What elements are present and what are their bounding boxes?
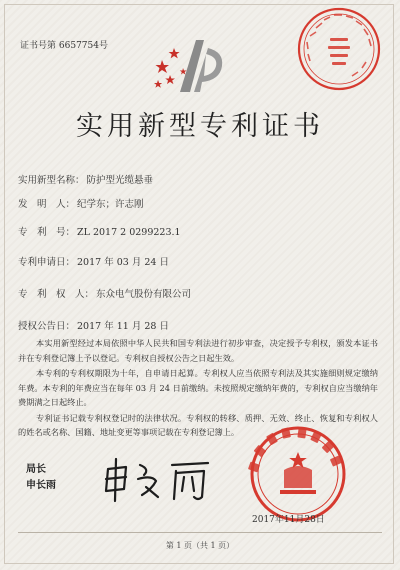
field-patent-number: 专 利 号： ZL 2017 2 0299223.1	[18, 227, 181, 238]
body-paragraph: 专利证书记载专利权登记时的法律状况。专利权的转移、质押、无效、终止、恢复和专利权人的姓名或名称、国籍、地址变更等事项记载在专利登记簿上。	[18, 412, 378, 437]
field-patentee: 专 利 权 人： 东众电气股份有限公司	[18, 289, 192, 300]
national-ip-office-seal-icon	[228, 418, 368, 522]
page-number: 第 1 页（共 1 页）	[165, 541, 235, 550]
body-paragraph: 本专利的专利权期限为十年，自申请日起算。专利权人应当依照专利法及其实施细则规定缴纳年费。本专利的年费应当在每年 03 月 24 日前缴纳。未按照规定缴纳年费的，专利权自应当缴纳年费期满之日起终止。	[18, 368, 378, 407]
footer-divider	[18, 532, 382, 533]
field-application-date: 专利申请日： 2017 年 03 月 24 日	[18, 257, 169, 268]
patent-office-emblem-icon	[150, 30, 242, 98]
issue-date: 2017年11月28日	[252, 515, 325, 525]
signatory-name: 申长雨	[26, 480, 56, 491]
body-paragraph: 本实用新型经过本局依照中华人民共和国专利法进行初步审查，决定授予专利权，颁发本证书并在专利登记簿上予以登记。专利权自授权公告之日起生效。	[18, 338, 378, 363]
field-grant-date: 授权公告日： 2017 年 11 月 28 日	[18, 321, 169, 332]
signatory-title: 局长	[26, 464, 46, 475]
field-utility-model-name: 实用新型名称： 防护型光缆悬垂	[18, 175, 154, 186]
round-red-seal-icon	[296, 6, 382, 92]
handwritten-signature-icon	[100, 455, 220, 505]
certificate-number: 证书号第 6657754号	[20, 41, 108, 51]
field-inventor: 发 明 人： 纪学东；许志刚	[18, 199, 144, 210]
signatory-block	[26, 462, 56, 494]
certificate-title: 实用新型专利证书	[76, 111, 324, 142]
